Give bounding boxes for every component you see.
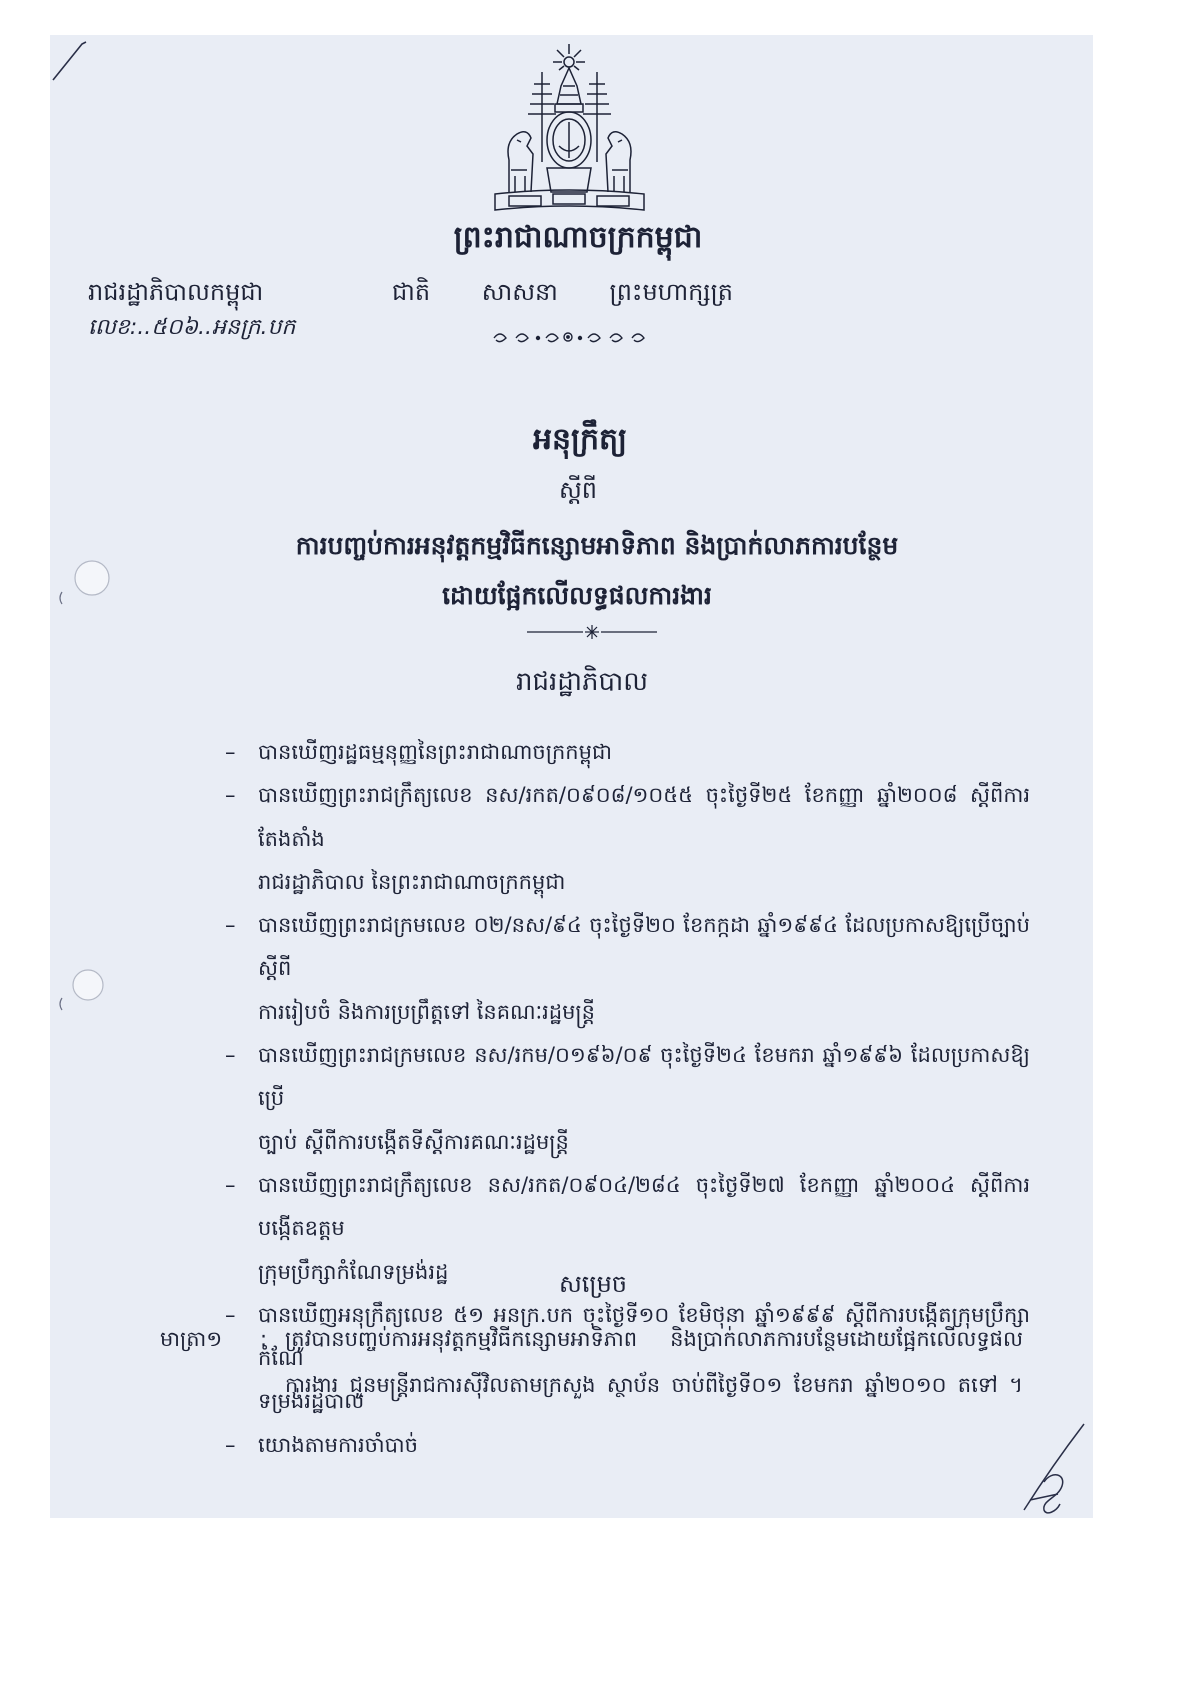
document-number: លេខ:..៥០៦..អនក្រ.បក bbox=[88, 315, 296, 340]
punch-hole-icon bbox=[54, 556, 114, 606]
list-item bbox=[225, 1424, 1031, 1467]
separator-star-icon bbox=[527, 624, 657, 640]
issuing-authority: រាជរដ្ឋាភិបាល bbox=[515, 667, 649, 697]
list-item bbox=[225, 1034, 1031, 1164]
kingdom-title: ព្រះរាជាណាចក្រកម្ពុជា bbox=[453, 220, 703, 255]
bullet-dash: – bbox=[225, 1432, 236, 1457]
list-item-text: យោងតាមការចាំបាច់ bbox=[258, 1432, 418, 1457]
initials-mark-icon bbox=[1018, 1418, 1088, 1516]
list-item-text: ច្បាប់ ស្តីពីការបង្កើតទីស្តីការគណៈរដ្ឋមន្ត្រី bbox=[258, 1129, 569, 1154]
bullet-dash: – bbox=[225, 1172, 236, 1197]
list-item-text: ការរៀបចំ និងការប្រព្រឹត្តទៅ នៃគណៈរដ្ឋមន្ត្រី bbox=[258, 999, 596, 1024]
article-text: ការងារ ជូនមន្ត្រីរាជការស៊ីវិលតាមក្រសួង ស្ថាប័ន ចាប់ពីថ្ងៃទី០១ ខែមករា ឆ្នាំ២០១០ តទៅ ។ bbox=[285, 1373, 1023, 1397]
article-separator: : bbox=[260, 1327, 268, 1351]
punch-hole-icon bbox=[54, 966, 114, 1016]
bullet-dash: – bbox=[225, 1302, 236, 1327]
motto-king: ព្រះមហាក្សត្រ bbox=[609, 278, 733, 306]
list-item-text: ក្រុមប្រឹក្សាកំណែទម្រង់រដ្ឋ bbox=[258, 1259, 449, 1284]
list-item-text: បានឃើញព្រះរាជក្រឹត្យលេខ នស/រកត/០៩០៤/២៨៤ ចុះថ្ងៃទី២៧ ខែកញ្ញា ឆ្នាំ២០០៤ ស្តីពីការបង្កើតឧត្តម bbox=[258, 1172, 1030, 1241]
bullet-dash: – bbox=[225, 913, 236, 938]
list-item-text: រាជរដ្ឋាភិបាល នៃព្រះរាជាណាចក្រកម្ពុជា bbox=[258, 869, 566, 894]
list-item-text: បានឃើញរដ្ឋធម្មនុញ្ញនៃព្រះរាជាណាចក្រកម្ពុជា bbox=[258, 740, 612, 764]
motto-religion: សាសនា bbox=[481, 278, 558, 306]
subject-line: ដោយផ្អែកលើលទ្ធផលការងារ bbox=[442, 581, 712, 610]
article-1 bbox=[160, 1316, 1026, 1408]
bullet-dash: – bbox=[225, 1043, 236, 1068]
bullet-dash: – bbox=[225, 740, 236, 764]
list-item bbox=[225, 904, 1031, 1034]
article-text: ត្រូវបានបញ្ចប់ការអនុវត្តកម្មវិធីកន្សោមអាទិភាព និងប្រាក់លាភការបន្ថែមដោយផ្អែកលើលទ្ធផល bbox=[285, 1327, 1023, 1351]
pen-mark-icon bbox=[48, 38, 92, 84]
article-label: មាត្រា១ bbox=[160, 1327, 223, 1351]
list-item-text: បានឃើញព្រះរាជក្រឹត្យលេខ នស/រកត/០៩០៨/១០៥៥ ចុះថ្ងៃទី២៥ ខែកញ្ញា ឆ្នាំ២០០៨ ស្តីពីការតែងតាំង bbox=[258, 783, 1030, 851]
ornament-divider-icon bbox=[490, 326, 652, 346]
royal-coat-of-arms-icon bbox=[487, 42, 652, 217]
title-on: ស្តីពី bbox=[558, 476, 598, 504]
government-name: រាជរដ្ឋាភិបាលកម្ពុជា bbox=[88, 278, 264, 306]
motto-nation: ជាតិ bbox=[392, 278, 431, 306]
list-item-text: បានឃើញព្រះរាជក្រមលេខ នស/រកម/០១៩៦/០៩ ចុះថ្ងៃទី២៤ ខែមករា ឆ្នាំ១៩៩៦ ដែលប្រកាសឱ្យប្រើ bbox=[258, 1043, 1030, 1111]
national-motto bbox=[392, 272, 772, 312]
list-item bbox=[225, 774, 1031, 904]
list-item bbox=[225, 731, 1031, 774]
decision-heading: សម្រេច bbox=[558, 1270, 628, 1298]
list-item-text: ទម្រង់រដ្ឋបាល bbox=[258, 1389, 365, 1414]
document-type: អនុក្រឹត្យ bbox=[532, 422, 628, 457]
bullet-dash: – bbox=[225, 783, 236, 808]
list-item-text: បានឃើញអនុក្រឹត្យលេខ ៥១ អនក្រ.បក ចុះថ្ងៃទី១០ ខែមិថុនា ឆ្នាំ១៩៩៩ ស្តីពីការបង្កើតក្រុមប្រឹក្សាកំណែ bbox=[258, 1302, 1030, 1371]
subject-line: ការបញ្ចប់ការអនុវត្តកម្មវិធីកន្សោមអាទិភាព និងប្រាក់លាភការបន្ថែម bbox=[295, 531, 899, 560]
list-item-text: បានឃើញព្រះរាជក្រមលេខ ០២/នស/៩៤ ចុះថ្ងៃទី២០ ខែកក្កដា ឆ្នាំ១៩៩៤ ដែលប្រកាសឱ្យប្រើច្បាប់ ស្តីពី bbox=[258, 913, 1030, 981]
